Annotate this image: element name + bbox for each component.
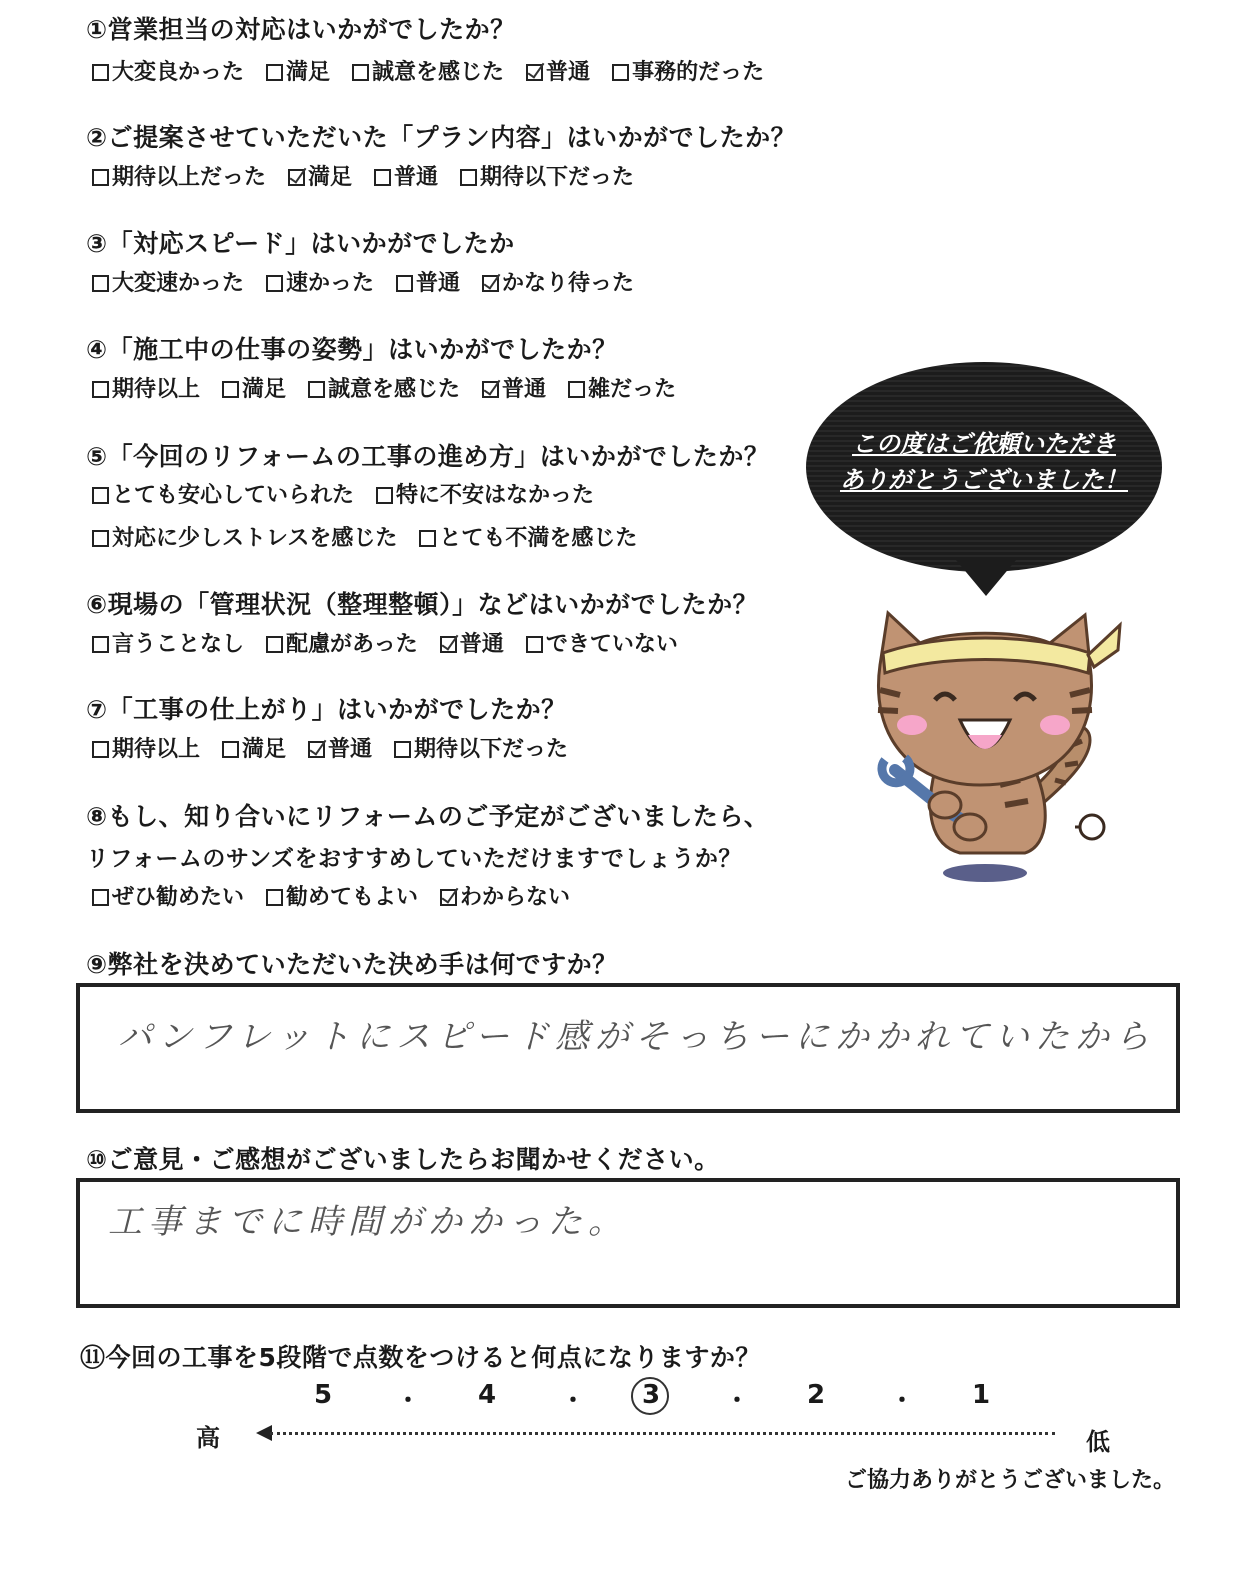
option-label: 期待以下だった xyxy=(414,737,569,762)
option-label: 期待以上 xyxy=(112,377,201,402)
scale-4[interactable]: 4 xyxy=(477,1380,497,1410)
q1-options xyxy=(92,55,786,86)
scale-3[interactable]: 3 xyxy=(641,1380,661,1410)
scale-2[interactable]: 2 xyxy=(806,1380,826,1410)
option-label: 速かった xyxy=(286,271,375,296)
checkbox-icon[interactable] xyxy=(266,275,283,292)
option-label: 大変良かった xyxy=(112,60,245,85)
option-checkbox[interactable] xyxy=(92,266,244,297)
speech-bubble-tail xyxy=(956,560,1016,596)
q5-options xyxy=(92,478,616,509)
option-checkbox[interactable] xyxy=(308,732,372,763)
option-label: 満足 xyxy=(286,60,331,85)
option-label: 誠意を感じた xyxy=(328,377,461,402)
option-checkbox[interactable] xyxy=(266,266,374,297)
scale-high-label: 高 xyxy=(196,1424,220,1452)
q2-title: ②ご提案させていただいた「プラン内容」はいかがでしたか？ xyxy=(86,123,797,152)
option-checkbox[interactable] xyxy=(92,372,200,403)
q8-subtitle: リフォームのサンズをおすすめしていただけますでしょうか？ xyxy=(86,846,742,872)
q6-options xyxy=(92,627,700,658)
q5-title: ⑤「今回のリフォームの工事の進め方」はいかがでしたか？ xyxy=(86,442,770,471)
option-checkbox[interactable] xyxy=(266,880,418,911)
q3-title: ③「対応スピード」はいかがでしたか xyxy=(86,229,515,258)
q11-title: ⑪今回の工事を5段階で点数をつけると何点になりますか？ xyxy=(80,1343,761,1372)
checkbox-icon[interactable] xyxy=(266,889,283,906)
scale-low-label: 低 xyxy=(1086,1428,1110,1456)
option-checkbox[interactable] xyxy=(396,266,460,297)
option-label: 言うことなし xyxy=(112,632,245,657)
option-label: 期待以上 xyxy=(112,737,201,762)
checkbox-checked-icon[interactable] xyxy=(482,275,499,292)
option-label: 誠意を感じた xyxy=(372,60,505,85)
option-checkbox[interactable] xyxy=(568,372,676,403)
q4-options xyxy=(92,372,698,403)
q10-answer-box[interactable] xyxy=(76,1178,1180,1308)
option-checkbox[interactable] xyxy=(440,880,570,911)
checkbox-icon[interactable] xyxy=(92,889,109,906)
q7-title: ⑦「工事の仕上がり」はいかがでしたか？ xyxy=(86,695,567,724)
option-checkbox[interactable] xyxy=(374,160,438,191)
checkbox-icon[interactable] xyxy=(612,64,629,81)
option-label: 普通 xyxy=(416,271,461,296)
option-label: 普通 xyxy=(459,632,504,657)
scale-1[interactable]: 1 xyxy=(971,1380,991,1410)
checkbox-icon[interactable] xyxy=(266,636,283,653)
q2-options xyxy=(92,160,656,191)
checkbox-icon[interactable] xyxy=(568,381,585,398)
checkbox-icon[interactable] xyxy=(419,530,436,547)
checkbox-icon[interactable] xyxy=(92,64,109,81)
checkbox-icon[interactable] xyxy=(92,741,109,758)
option-checkbox[interactable] xyxy=(92,521,397,552)
checkbox-checked-icon[interactable] xyxy=(308,741,325,758)
option-label: 勧めてもよい xyxy=(286,885,419,910)
option-checkbox[interactable] xyxy=(92,55,244,86)
q4-title: ④「施工中の仕事の姿勢」はいかがでしたか？ xyxy=(86,335,618,364)
checkbox-icon[interactable] xyxy=(394,741,411,758)
checkbox-icon[interactable] xyxy=(266,64,283,81)
checkbox-icon[interactable] xyxy=(222,741,239,758)
checkbox-icon[interactable] xyxy=(308,381,325,398)
option-label: 普通 xyxy=(394,165,439,190)
checkbox-icon[interactable] xyxy=(396,275,413,292)
option-checkbox[interactable] xyxy=(266,55,330,86)
q9-answer-box[interactable] xyxy=(76,983,1180,1113)
option-checkbox[interactable] xyxy=(222,732,286,763)
q7-options xyxy=(92,732,590,763)
option-label: 対応に少しストレスを感じた xyxy=(112,526,398,551)
option-label: 満足 xyxy=(308,165,353,190)
option-checkbox[interactable] xyxy=(612,55,764,86)
checkbox-icon[interactable] xyxy=(92,275,109,292)
option-label: ぜひ勧めたい xyxy=(112,885,245,910)
option-label: とても安心していられた xyxy=(112,483,355,508)
option-checkbox[interactable] xyxy=(288,160,352,191)
scale-dotted-line xyxy=(270,1432,1055,1435)
scale-5[interactable]: 5 xyxy=(313,1380,333,1410)
option-label: 雑だった xyxy=(588,377,677,402)
option-label: わからない xyxy=(460,885,571,910)
cat-mascot-illustration xyxy=(850,595,1130,895)
option-label: 満足 xyxy=(242,737,287,762)
q9-title: ⑨弊社を決めていただいた決め手は何ですか？ xyxy=(86,950,618,979)
checkbox-icon[interactable] xyxy=(460,169,477,186)
checkbox-icon[interactable] xyxy=(92,381,109,398)
option-label: とても不満を感じた xyxy=(439,526,638,551)
option-checkbox[interactable] xyxy=(482,372,546,403)
checkbox-checked-icon[interactable] xyxy=(440,889,457,906)
checkbox-icon[interactable] xyxy=(374,169,391,186)
checkbox-icon[interactable] xyxy=(222,381,239,398)
option-checkbox[interactable] xyxy=(376,478,594,509)
checkbox-icon[interactable] xyxy=(352,64,369,81)
checkbox-icon[interactable] xyxy=(526,636,543,653)
option-label: できていない xyxy=(545,632,678,657)
checkbox-checked-icon[interactable] xyxy=(482,381,499,398)
checkbox-checked-icon[interactable] xyxy=(526,64,543,81)
option-label: 配慮があった xyxy=(286,632,418,657)
option-label: かなり待った xyxy=(502,271,635,296)
option-checkbox[interactable] xyxy=(222,372,286,403)
option-checkbox[interactable] xyxy=(526,627,678,658)
option-checkbox[interactable] xyxy=(92,880,244,911)
option-checkbox[interactable] xyxy=(92,478,354,509)
option-label: 大変速かった xyxy=(112,271,245,296)
scale-separator: ・ xyxy=(561,1386,585,1414)
scale-separator: ・ xyxy=(725,1386,749,1414)
option-checkbox[interactable] xyxy=(419,521,637,552)
checkbox-icon[interactable] xyxy=(92,530,109,547)
scale-separator: ・ xyxy=(890,1386,914,1414)
option-label: 特に不安はなかった xyxy=(396,483,595,508)
q5-options xyxy=(92,521,659,552)
option-checkbox[interactable] xyxy=(92,160,266,191)
checkbox-icon[interactable] xyxy=(92,487,109,504)
option-checkbox[interactable] xyxy=(482,266,634,297)
option-label: 事務的だった xyxy=(632,60,765,85)
bubble-line-2: ありがとうございました！ xyxy=(840,466,1128,494)
option-checkbox[interactable] xyxy=(308,372,460,403)
option-label: 普通 xyxy=(328,737,373,762)
q10-title: ⑩ご意見・ご感想がございましたらお聞かせください。 xyxy=(86,1145,720,1174)
thanks-message: ご協力ありがとうございました。 xyxy=(845,1468,1176,1493)
option-checkbox[interactable] xyxy=(92,732,200,763)
option-checkbox[interactable] xyxy=(394,732,568,763)
option-checkbox[interactable] xyxy=(460,160,634,191)
q9-handwritten-answer: パンフレットにスピード感がそっちーにかかれていたから xyxy=(118,1017,1155,1057)
bubble-line-1: この度はご依頼いただき xyxy=(852,430,1116,458)
q8-title: ⑧もし、知り合いにリフォームのご予定がございましたら、 xyxy=(86,802,770,831)
option-checkbox[interactable] xyxy=(266,627,418,658)
checkbox-icon[interactable] xyxy=(376,487,393,504)
option-label: 期待以下だった xyxy=(480,165,635,190)
option-label: 普通 xyxy=(546,60,591,85)
q8-options xyxy=(92,880,592,911)
selected-score-circle xyxy=(631,1377,669,1415)
q10-handwritten-answer: 工事までに時間がかかった。 xyxy=(108,1202,628,1242)
scale-separator: ・ xyxy=(396,1386,420,1414)
option-label: 期待以上だった xyxy=(112,165,267,190)
option-label: 普通 xyxy=(502,377,547,402)
option-checkbox[interactable] xyxy=(440,627,504,658)
checkbox-checked-icon[interactable] xyxy=(288,169,305,186)
q6-title: ⑥現場の「管理状況（整理整頓）」などはいかがでしたか？ xyxy=(86,590,759,619)
option-checkbox[interactable] xyxy=(352,55,504,86)
checkbox-icon[interactable] xyxy=(92,169,109,186)
q1-title: ①営業担当の対応はいかがでしたか？ xyxy=(86,15,516,44)
option-checkbox[interactable] xyxy=(92,627,244,658)
q3-options xyxy=(92,266,656,297)
checkbox-checked-icon[interactable] xyxy=(440,636,457,653)
checkbox-icon[interactable] xyxy=(92,636,109,653)
option-checkbox[interactable] xyxy=(526,55,590,86)
option-label: 満足 xyxy=(242,377,287,402)
